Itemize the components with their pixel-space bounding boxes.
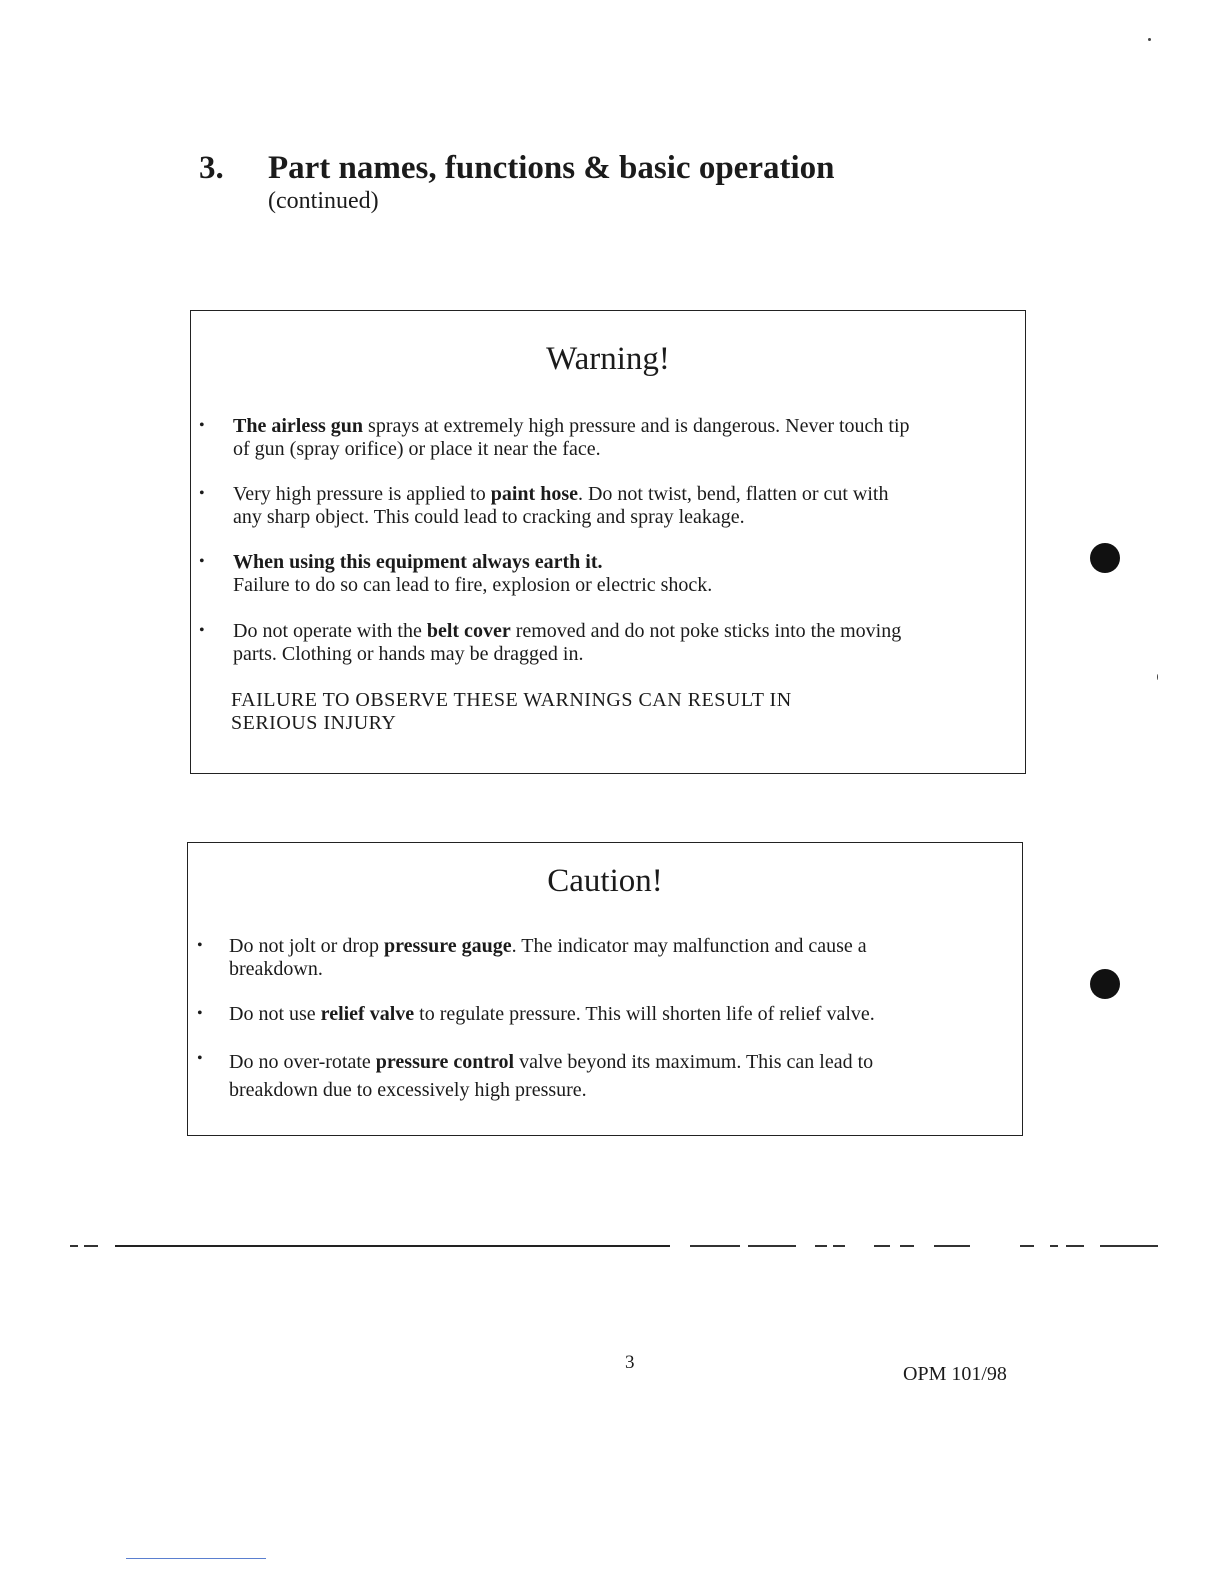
section-number: 3. [199, 150, 224, 186]
scan-speck [1148, 38, 1151, 41]
bullet-icon: • [199, 553, 205, 570]
warning-item-paint-hose: Very high pressure is applied to paint hose. Do not twist, bend, flatten or cut with any sharp object. This could lead to cracking and spray leakage. [233, 483, 889, 528]
caution-title: Caution! [547, 863, 663, 899]
bullet-icon: • [199, 485, 205, 502]
bullet-icon: • [197, 937, 203, 954]
warning-item-airless-gun: The airless gun sprays at extremely high pressure and is dangerous. Never touch tip of gun (spray orifice) or place it near the face. [233, 415, 910, 460]
caution-box [187, 842, 1023, 1136]
bullet-icon: • [199, 417, 205, 434]
bullet-icon: • [197, 1050, 203, 1067]
warning-item-belt-cover: Do not operate with the belt cover removed and do not poke sticks into the moving parts. Clothing or hands may be dragged in. [233, 620, 902, 665]
punch-hole-mark [1090, 969, 1120, 999]
section-subtitle: (continued) [268, 188, 379, 214]
scan-speck [1157, 674, 1158, 680]
caution-item-pressure-control: Do no over-rotate pressure control valve beyond its maximum. This can lead to breakdown due to excessively high pressure. [229, 1051, 874, 1101]
page-number: 3 [625, 1352, 635, 1373]
document-code: OPM 101/98 [903, 1363, 1007, 1385]
warning-title: Warning! [546, 341, 670, 377]
bottom-edge-line [126, 1558, 266, 1559]
caution-item-relief-valve: Do not use relief valve to regulate pressure. This will shorten life of relief valve. [229, 1003, 875, 1025]
warning-item-earth: When using this equipment always earth it. Failure to do so can lead to fire, explosion or electric shock. [233, 551, 713, 596]
warning-notice: FAILURE TO OBSERVE THESE WARNINGS CAN RESULT IN SERIOUS INJURY [231, 689, 792, 734]
bullet-icon: • [199, 622, 205, 639]
punch-hole-mark [1090, 543, 1120, 573]
section-title: Part names, functions & basic operation [268, 150, 835, 186]
warning-box [190, 310, 1026, 774]
caution-item-pressure-gauge: Do not jolt or drop pressure gauge. The indicator may malfunction and cause a breakdown. [229, 935, 867, 980]
bullet-icon: • [197, 1005, 203, 1022]
